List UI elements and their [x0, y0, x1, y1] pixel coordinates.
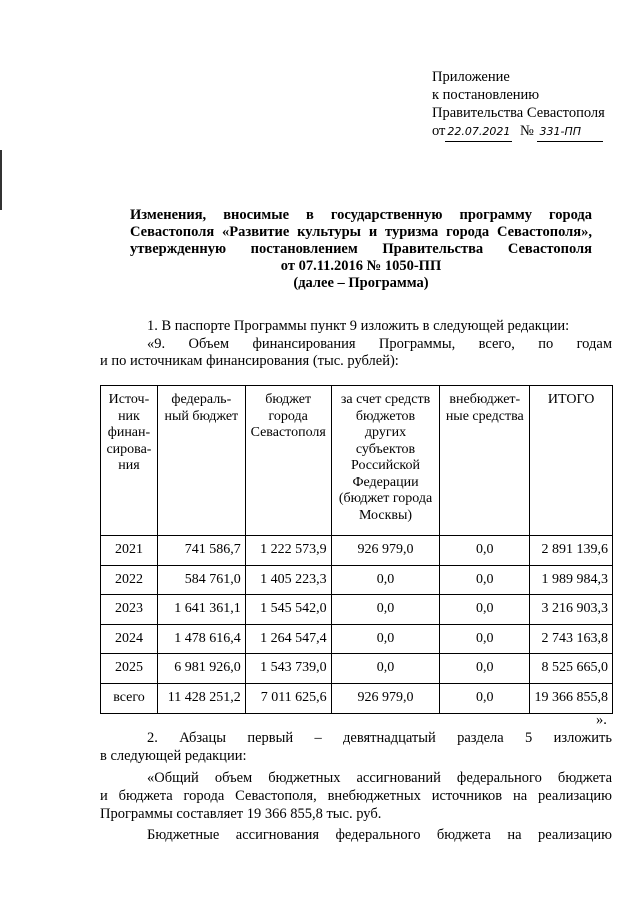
year-cell: 2022 [101, 565, 158, 595]
year-cell: 2021 [101, 536, 158, 566]
city-cell: 1 222 573,9 [245, 536, 331, 566]
paragraph-4-line-1: «Общий объем бюджетных ассигнований федерального бюджета [147, 770, 612, 786]
federal-cell: 6 981 926,0 [157, 654, 245, 684]
total-cell: 8 525 665,0 [530, 654, 613, 684]
appendix-block [432, 68, 605, 142]
number-prefix: № [520, 123, 534, 139]
col-header-federal: федераль-ный бюджет [157, 386, 245, 536]
extrabudgetary-cell: 0,0 [440, 654, 530, 684]
date-prefix: от [432, 123, 446, 139]
col-header-city-budget: бюджет города Севастополя [245, 386, 331, 536]
total-cell: 3 216 903,3 [530, 595, 613, 625]
federal-cell: 1 478 616,4 [157, 624, 245, 654]
title-line-3: утвержденную постановлением Правительства Севастополя [130, 241, 592, 257]
total-cell: 1 989 984,3 [530, 565, 613, 595]
federal-cell: 11 428 251,2 [157, 683, 245, 713]
city-cell: 1 264 547,4 [245, 624, 331, 654]
handwritten-number: 331-ПП [537, 123, 603, 142]
extrabudgetary-cell: 0,0 [440, 565, 530, 595]
table-row [101, 565, 613, 595]
title-line-2: Севастополя «Развитие культуры и туризма города Севастополя», [130, 224, 592, 240]
handwritten-date: 22.07.2021 [445, 123, 512, 142]
federal-cell: 1 641 361,1 [157, 595, 245, 625]
other-subjects-cell: 0,0 [331, 624, 440, 654]
title-line-1: Изменения, вносимые в государственную программу города [130, 207, 592, 223]
col-header-extrabudgetary: внебюджет-ные средства [440, 386, 530, 536]
total-cell: 19 366 855,8 [530, 683, 613, 713]
city-cell: 1 405 223,3 [245, 565, 331, 595]
extrabudgetary-cell: 0,0 [440, 536, 530, 566]
appendix-line-2: к постановлению [432, 87, 540, 103]
total-label-cell: всего [101, 683, 158, 713]
paragraph-2-line-2: и по источникам финансирования (тыс. рублей): [100, 353, 399, 369]
paragraph-1: 1. В паспорте Программы пункт 9 изложить в следующей редакции: [147, 318, 570, 334]
year-cell: 2024 [101, 624, 158, 654]
appendix-line-1: Приложение [432, 69, 510, 85]
col-header-source: Источ-ник финан-сирова-ния [101, 386, 158, 536]
table-row [101, 624, 613, 654]
total-cell: 2 891 139,6 [530, 536, 613, 566]
closing-quote: ». [596, 712, 607, 728]
city-cell: 1 545 542,0 [245, 595, 331, 625]
table-row [101, 654, 613, 684]
other-subjects-cell: 0,0 [331, 654, 440, 684]
extrabudgetary-cell: 0,0 [440, 683, 530, 713]
appendix-line-3: Правительства Севастополя [432, 105, 605, 121]
paragraph-5-line-1: Бюджетные ассигнования федерального бюджета на реализацию [147, 827, 612, 843]
table-row [101, 536, 613, 566]
year-cell: 2023 [101, 595, 158, 625]
document-title [130, 207, 592, 292]
extrabudgetary-cell: 0,0 [440, 595, 530, 625]
scan-margin-mark [0, 150, 2, 210]
paragraph-2-line-1: «9. Объем финансирования Программы, всего, по годам [147, 336, 612, 352]
table-row [101, 595, 613, 625]
col-header-total: ИТОГО [530, 386, 613, 536]
extrabudgetary-cell: 0,0 [440, 624, 530, 654]
paragraph-3-line-2: в следующей редакции: [100, 748, 247, 764]
paragraph-3-line-1: 2. Абзацы первый – девятнадцатый раздела 5 изложить [147, 730, 612, 746]
other-subjects-cell: 0,0 [331, 595, 440, 625]
paragraph-4-line-2: и бюджета города Севастополя, внебюджетных источников на реализацию [100, 788, 612, 804]
federal-cell: 584 761,0 [157, 565, 245, 595]
other-subjects-cell: 926 979,0 [331, 536, 440, 566]
total-cell: 2 743 163,8 [530, 624, 613, 654]
col-header-other-subjects: за счет средств бюджетов других субъектов Российской Федерации (бюджет города Москвы) [331, 386, 440, 536]
title-line-5: (далее – Программа) [293, 275, 429, 291]
other-subjects-cell: 926 979,0 [331, 683, 440, 713]
table-header-row [101, 386, 613, 536]
appendix-date-line [432, 122, 605, 142]
financing-table [100, 385, 613, 714]
year-cell: 2025 [101, 654, 158, 684]
city-cell: 7 011 625,6 [245, 683, 331, 713]
other-subjects-cell: 0,0 [331, 565, 440, 595]
paragraph-4-line-3: Программы составляет 19 366 855,8 тыс. руб. [100, 806, 382, 822]
federal-cell: 741 586,7 [157, 536, 245, 566]
title-line-4: от 07.11.2016 № 1050-ПП [280, 258, 442, 274]
city-cell: 1 543 739,0 [245, 654, 331, 684]
table-total-row [101, 683, 613, 713]
